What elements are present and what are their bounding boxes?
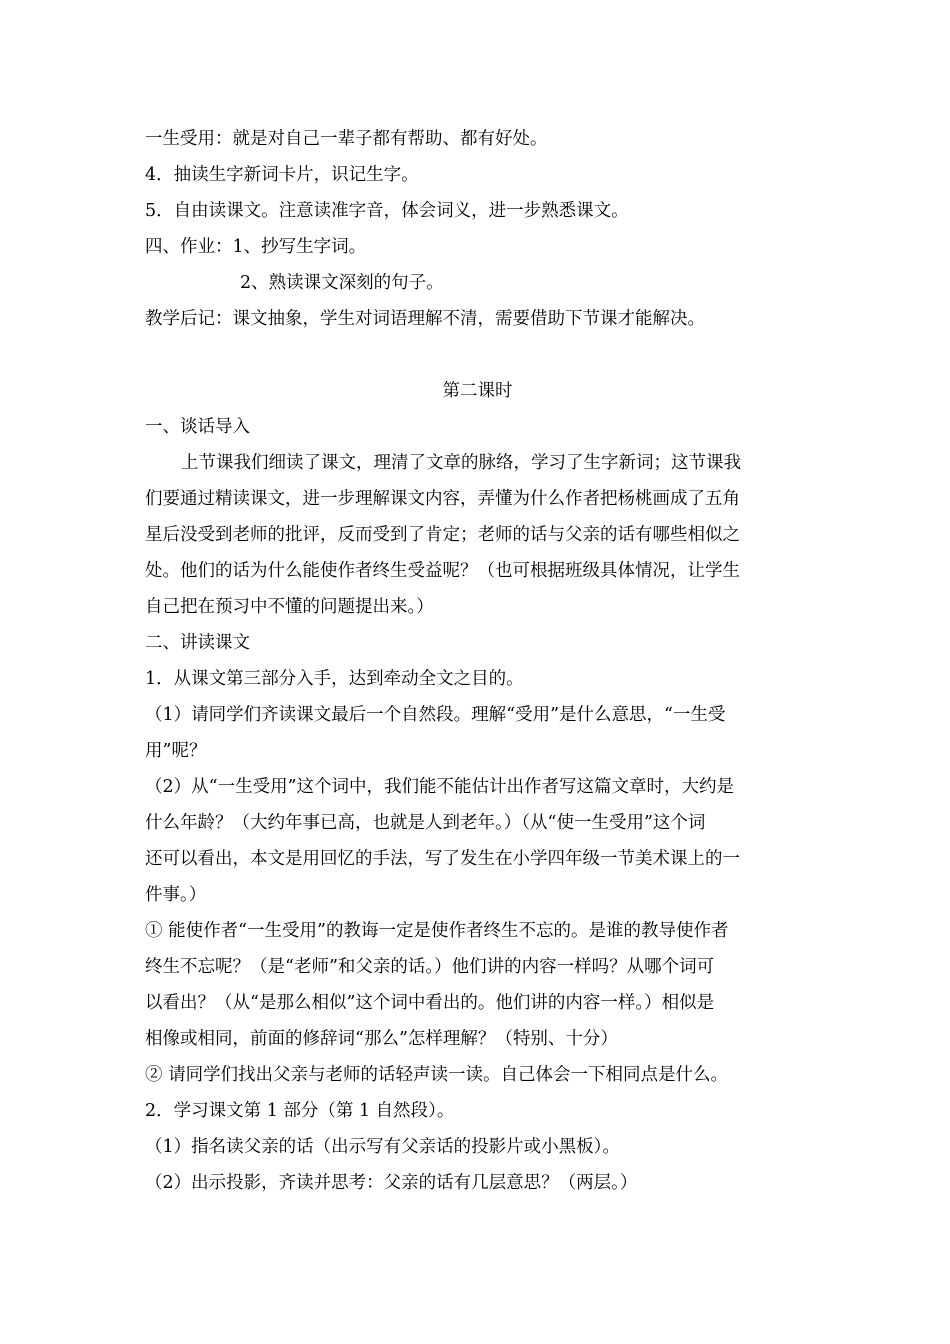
section-title: 第二课时 [442, 381, 513, 401]
text-line: （1）请同学们齐读课文最后一个自然段。理解“受用”是什么意思，“一生受 [145, 705, 726, 725]
text-line: （2）出示投影，齐读并思考：父亲的话有几层意思？（两层。） [145, 1173, 638, 1193]
text-line: 用”呢？ [145, 741, 207, 761]
text-line: 件事。） [145, 885, 207, 905]
text-line: ① 能使作者“一生受用”的教诲一定是使作者终生不忘的。是谁的教导使作者 [145, 921, 729, 941]
text-line-step-5: 5．自由读课文。注意读准字音，体会词义，进一步熟悉课文。 [145, 201, 629, 221]
text-line: ② 请同学们找出父亲与老师的话轻声读一读。自己体会一下相同点是什么。 [145, 1065, 729, 1085]
text-line: 还可以看出，本文是用回忆的手法，写了发生在小学四年级一节美术课上的一 [145, 849, 740, 869]
text-line-step-4: 4．抽读生字新词卡片，识记生字。 [145, 165, 419, 185]
text-line: 2．学习课文第 1 部分（第 1 自然段）。 [145, 1101, 455, 1121]
text-line: （2）从“一生受用”这个词中，我们能不能估计出作者写这篇文章时，大约是 [145, 777, 735, 797]
paragraph-line: 上节课我们细读了课文，理清了文章的脉络，学习了生字新词；这节课我 [181, 453, 741, 473]
text-line: 什么年龄？（大约年事已高，也就是人到老年。）（从“使一生受用”这个词 [145, 813, 706, 833]
paragraph-line: 自己把在预习中不懂的问题提出来。） [145, 597, 434, 617]
text-line: 相像或相同，前面的修辞词“那么”怎样理解？（特别、十分） [145, 1029, 618, 1049]
text-line: 以看出？（从“是那么相似”这个词中看出的。他们讲的内容一样。）相似是 [145, 993, 715, 1013]
text-line: 1．从课文第三部分入手，达到牵动全文之目的。 [145, 669, 524, 689]
text-line: （1）指名读父亲的话（出示写有父亲话的投影片或小黑板）。 [145, 1137, 620, 1157]
text-line-homework: 四、作业：1、抄写生字词。 [145, 237, 367, 257]
paragraph-line: 们要通过精读课文，进一步理解课文内容，弄懂为什么作者把杨桃画成了五角 [145, 489, 740, 509]
text-line-teaching-notes: 教学后记：课文抽象，学生对词语理解不清，需要借助下节课才能解决。 [145, 309, 705, 329]
text-line: 终生不忘呢？（是“老师”和父亲的话。）他们讲的内容一样吗？从哪个词可 [145, 957, 715, 977]
paragraph-line: 处。他们的话为什么能使作者终生受益呢？（也可根据班级具体情况，让学生 [145, 561, 740, 581]
heading-intro: 一、谈话导入 [145, 417, 250, 437]
heading-lecture: 二、讲读课文 [145, 633, 250, 653]
text-line-definition: 一生受用：就是对自己一辈子都有帮助、都有好处。 [145, 129, 548, 149]
paragraph-line: 星后没受到老师的批评，反而受到了肯定；老师的话与父亲的话有哪些相似之 [145, 525, 740, 545]
text-line-homework-2: 2、熟读课文深刻的句子。 [240, 273, 444, 293]
